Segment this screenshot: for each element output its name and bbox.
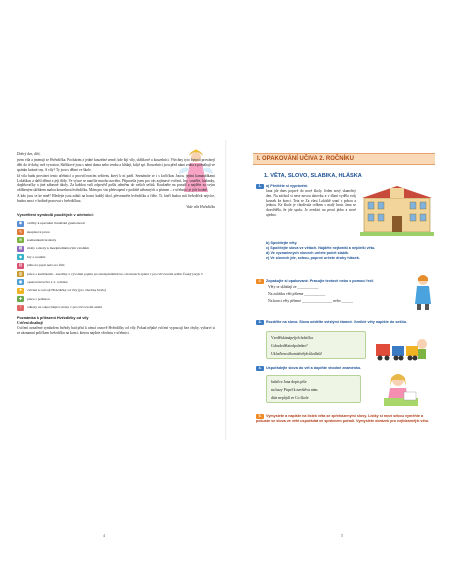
fill-in-line[interactable]: Na konci věty píšeme ________________ nebo ______ bbox=[268, 299, 353, 303]
task-label: Uspořádejte slova do vět a doplňte vhodné znaménko. bbox=[266, 366, 362, 370]
intro-paragraph: Já víla budu provázet tento učebnicí a procvičovacím sešitem, který k ní patří. Seznámíte se i s kočičkou Jasou, jejími kamarádkami Lokáškou a další dětmi z její třídy. Ve výuce se naučíte mnoho nového. Připravila jsem pro vás zajímavé cvičení, hry, soutěže, hádanky, doplňovačky a jiné zábavné úkoly. Za každou vaší odpověď pošlu odměnu do vašich sešitů. Koukněte na pozadí a najděte za svým oblíbeným skřítkem malou kouzelnou hvězdičku. Mám pro vás překvapení v podobě zábavných a písmen – v učebnici je jich hodně. bbox=[17, 173, 215, 192]
subtask: c) Spočítejte slova ve větách. Najděte nejkratší a nejdelší větu. bbox=[266, 246, 376, 250]
legend-item bbox=[17, 236, 215, 244]
scrambled-sentence: Cobudedělatodpoledne? bbox=[271, 344, 308, 348]
subtask: b) Spočítejte věty. bbox=[266, 241, 298, 245]
legend-title: Vysvětlení symbolů použitých v učebnici: bbox=[17, 211, 94, 217]
legend-item bbox=[17, 261, 215, 269]
legend-item bbox=[17, 219, 215, 227]
workbook-icon: ▣ bbox=[18, 279, 23, 284]
page-number-right: 5 bbox=[341, 533, 343, 538]
task-1 bbox=[256, 184, 356, 218]
legend-text: úlohy a úkoly k mezipředmětovým vztahům bbox=[27, 246, 89, 251]
question-icon: ? bbox=[17, 305, 24, 311]
legend-text: odkazy na odpovídající strany v procvičovacím sešitě bbox=[27, 305, 103, 310]
train-toy-illustration bbox=[372, 334, 434, 364]
intro-paragraph: jsem víla a jmenuji se Hvězdička. Pocházím z jedné kouzelné země, kde žijí víly, skřítkové a kouzelníci. Všechny tyto bytosti provázejí děti do té doby, než vyrostou. Skřítkové jsou s námi doma nebo venku a hlídají, když spí. Kouzelníci jsou před námi zrána a pomáhají ve spánku krásné sny. A víly? Ty jsou s dětmi ve škole. bbox=[17, 158, 215, 172]
legend-text: ověřky k upevnění čtenářské gramotnosti bbox=[27, 221, 85, 226]
school-building-illustration bbox=[360, 184, 434, 236]
task-number: 4. bbox=[256, 366, 264, 371]
legend-text: práce s kartičkami – kartičky a vyvolání pojmu pro mezipředmětové, ratolestech ajdeté v procvičovacím sešitě Český jazyk 3 bbox=[27, 271, 203, 276]
scrambled-sentence: Ukluďtesrožkomádvějdvůlodlaši! bbox=[271, 352, 323, 356]
eye-icon: ◉ bbox=[18, 220, 23, 226]
legend-text: cvičení k rozvoji Hvězdičky od víly (pro všechny hráče) bbox=[27, 288, 106, 293]
task-label: a) Přečtěte si vyprávění. bbox=[266, 184, 309, 188]
task-5 bbox=[256, 414, 436, 424]
book-icon: ▥ bbox=[18, 270, 23, 276]
children-illustration bbox=[410, 272, 436, 310]
word-group: babičce Jana dopis píše bbox=[271, 380, 307, 384]
legend-item bbox=[17, 245, 215, 253]
task-number: 3. bbox=[256, 320, 264, 325]
word-group: na bazy Pirpel k navštěvu nám bbox=[271, 388, 318, 392]
task-label: Zopakujte si opakované. Pracujte textově nebo s pomocí řeči. bbox=[266, 279, 374, 283]
book-gutter bbox=[225, 140, 227, 440]
task-4-box bbox=[266, 375, 361, 403]
page-number-left: 4 bbox=[103, 533, 105, 538]
legend-item bbox=[17, 228, 215, 236]
puzzle-icon: ✚ bbox=[18, 295, 23, 301]
task-1-subtasks bbox=[266, 241, 436, 261]
girl-writing-illustration bbox=[378, 370, 424, 408]
pencil-icon: ✎ bbox=[18, 228, 23, 234]
task-label: Rozdělte na slova. Slova oddělte svislými čárami. Vzniklé věty napište do sešitu. bbox=[266, 320, 407, 324]
note-subtitle: Cvičení obsahují bbox=[17, 321, 43, 326]
star-icon: ★ bbox=[18, 287, 23, 293]
note-title: Poznámka k přiřazení Hvězdičky od víly bbox=[17, 315, 89, 320]
task-number: 2. bbox=[256, 279, 264, 284]
chat-icon: ✉ bbox=[18, 237, 23, 243]
task-3-box bbox=[266, 331, 366, 359]
task-number: 5. bbox=[256, 414, 264, 419]
word-group: dáte nepůjdí ve Co škole bbox=[271, 396, 309, 400]
legend-item bbox=[17, 270, 215, 278]
legend-item bbox=[17, 253, 215, 261]
section-title: 1. VĚTA, SLOVO, SLABIKA, HLÁSKA bbox=[264, 173, 362, 179]
story-text: Jana jde dnes poprvé do nové školy. Jeden nový skanečný den. Na záchod si nese novou aktovku a v dlaní vyděla svůj kousek ke konci. Teta se Za vlast Lokáště sraní s pobou a jednou. Ke škole je chodívala celkem s malý bratr. Jana se dozvěděla, že jde spolu. Je zvedáci na první jádro a nové ujedno. bbox=[266, 189, 356, 217]
legend-text: hry a soutěže bbox=[27, 254, 46, 259]
legend-item bbox=[17, 287, 215, 295]
grid-icon: ▦ bbox=[18, 245, 23, 251]
task-label: Vymyslete a napište na lístek věta se zpřeházenými slovy. Lístky si mezi sebou vyměňte a pokuste se slova ve větě uspořádat ve správném pořadí. Vymyslete obrázek pro nejbizarnější větu. bbox=[256, 414, 430, 423]
legend-text: opakování učiva z 2. ročníku bbox=[27, 280, 68, 285]
symbol-legend bbox=[17, 219, 215, 311]
task-2 bbox=[256, 279, 406, 305]
game-icon: ◆ bbox=[18, 253, 23, 259]
fill-in-line[interactable]: Věty se skládají ze ___________ bbox=[268, 285, 319, 289]
signature: Vaše víla Hvězdička bbox=[186, 205, 215, 210]
legend-text: skupinové práce bbox=[27, 229, 50, 234]
legend-item bbox=[17, 303, 215, 311]
legend-text: píšte na papír nebo na fólii bbox=[27, 263, 65, 268]
task-3 bbox=[256, 320, 436, 325]
legend-text: komunikativní úkoly bbox=[27, 238, 57, 243]
legend-text: práce s poštinou bbox=[27, 296, 50, 301]
chapter-title: I. OPAKOVÁNÍ UČIVA 2. ROČNÍKU bbox=[257, 156, 354, 162]
task-number: 1. bbox=[256, 184, 264, 189]
legend-item bbox=[17, 278, 215, 286]
left-page-text bbox=[17, 152, 215, 337]
chapter-banner bbox=[253, 153, 435, 165]
notebook-icon: ▤ bbox=[18, 262, 23, 268]
subtask: e) Ve slovech jde, sebou, poprvé určete druhy hlásek. bbox=[266, 256, 360, 260]
greeting: Dobrý den, děti, bbox=[17, 152, 41, 156]
fill-in-line[interactable]: Na začátku věti píšeme ___________ bbox=[268, 292, 326, 296]
scrambled-sentence: Vsedělskánáprýjelchobička. bbox=[271, 336, 314, 340]
legend-item bbox=[17, 295, 215, 303]
note-text: Cvičení označené symbolem hvězdy bud přisí k rámcí osnově Hvězdičky od víly. Pokud nějaké cvičení vypracuji bez chyby, vybarví si ze záznamní políčkem hvězdičku na konci, kterou najdete všechnu v učebnici. bbox=[17, 326, 215, 335]
subtask: d) Ve vyznačených slovech určete počet slabik. bbox=[266, 251, 350, 255]
intro-paragraph: A kdo jsou se ke mně? Hledejte jsou zabiti na konci každý úkol, převezměte hvězdičku a čtěte. Ti, kteří budou mít hvězdiček nejvíce, budou moci v hodině pracovat s hvězdičkou. bbox=[17, 194, 215, 203]
